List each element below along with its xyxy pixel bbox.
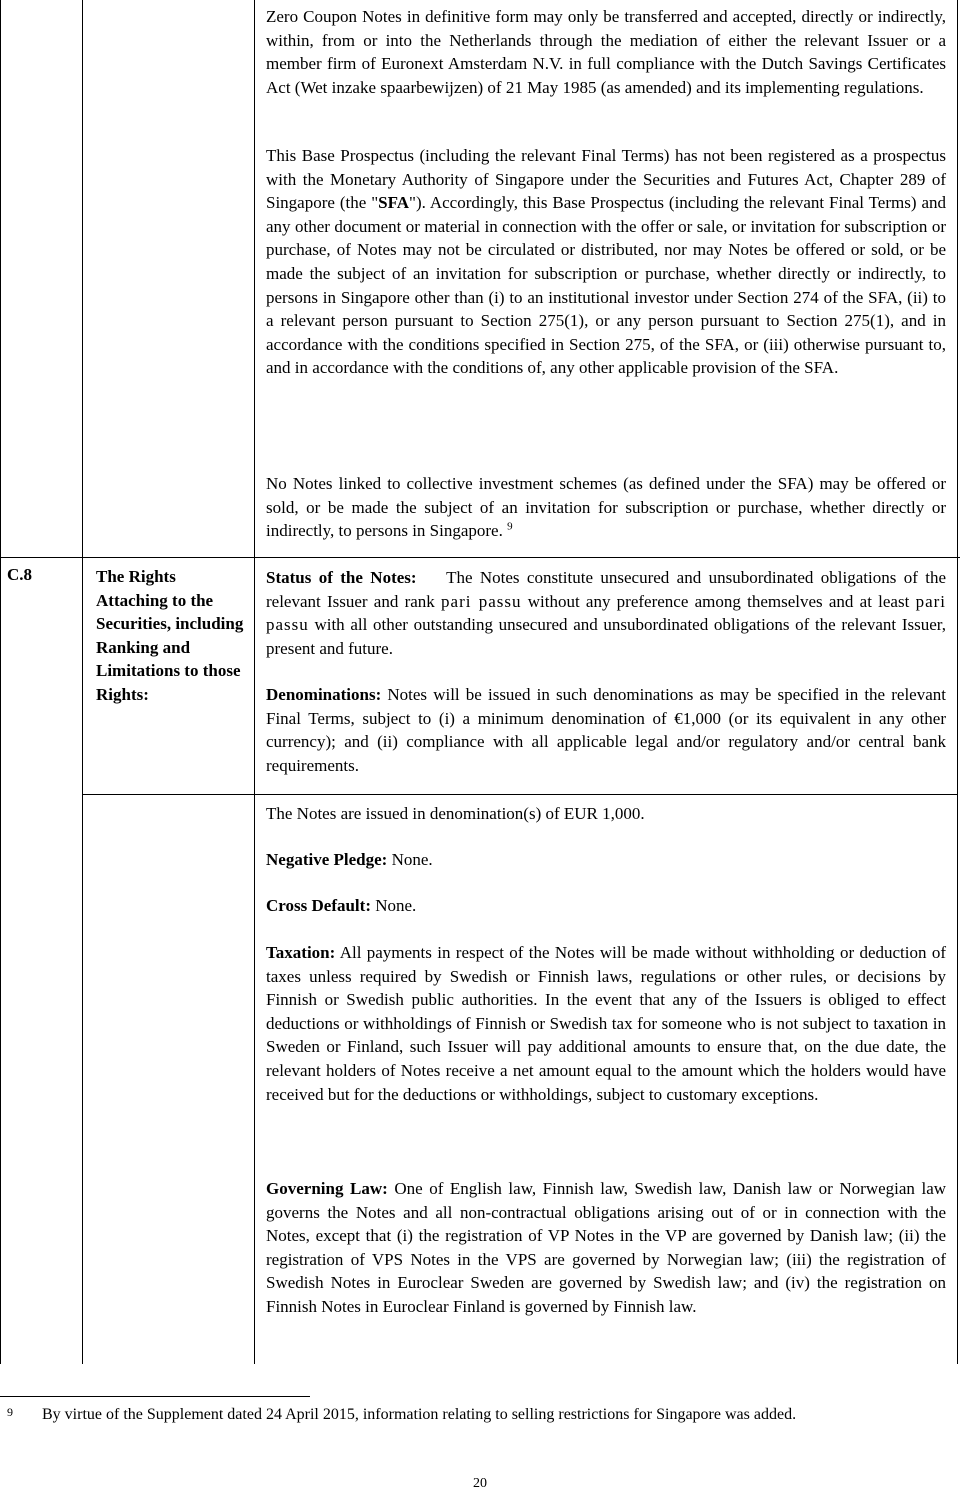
table-border-left — [0, 0, 1, 1364]
taxation-block — [266, 941, 946, 1106]
section-title: The Rights Attaching to the Securities, including Ranking and Limitations to those Rights: — [96, 567, 244, 704]
section-number: C.8 — [7, 565, 33, 584]
status-paragraph: Status of the Notes: The Notes constitute unsecured and unsubordinated obligations of the relevant Issuer and rank pari passu without any preference among themselves and at least pari passu with all other outstanding unsecured and unsubordinated obligations of the relevant Issuer, present and future. — [266, 568, 947, 658]
table-divider-title — [254, 0, 255, 1364]
footnote-text: By virtue of the Supplement dated 24 April 2015, information relating to selling restrictions for Singapore was added. — [42, 1406, 797, 1423]
page-number: 20 — [473, 1476, 487, 1491]
status-label: Status of the Notes: — [266, 568, 417, 587]
governing-law-label: Governing Law: — [266, 1179, 388, 1198]
footnote-mark: 9 — [7, 1405, 13, 1419]
singapore-restriction-block — [266, 144, 946, 380]
taxation-label: Taxation: — [266, 943, 336, 962]
collective-schemes-block — [266, 472, 946, 543]
table-border-right — [957, 0, 958, 1364]
governing-law-block — [266, 1177, 946, 1319]
denominations-paragraph: Denominations: Notes will be issued in such denominations as may be specified in the relevant Final Terms, subject to (i) a minimum denomination of €1,000 (or its equivalent in any other currency); and (ii) compliance with all applicable legal and/or regulatory and/or central bank requirements. — [266, 685, 946, 775]
collective-schemes-paragraph: No Notes linked to collective investment schemes (as defined under the SFA) may be offered or sold, or be made the subject of an invitation for subscription or purchase, whether directly or indirectly, to persons in Singapore. $^9$ — [266, 474, 946, 541]
cross-default-paragraph: Cross Default: None. — [266, 896, 417, 915]
negative-pledge-block — [266, 848, 946, 872]
issued-denomination-block — [266, 802, 946, 826]
denominations-block — [266, 683, 946, 777]
table-divider-number — [82, 0, 83, 1364]
cross-default-block — [266, 894, 946, 918]
row-divider — [0, 557, 960, 558]
netherlands-restriction-paragraph: Zero Coupon Notes in definitive form may only be transferred and accepted, directly or indirectly, within, from or into the Netherlands through the mediation of either the relevant Issuer or a member firm of Euronext Amsterdam N.V. in full compliance with the Dutch Savings Certificates Act (Wet inzake spaarbewijzen) of 21 May 1985 (as amended) and its implementing regulations. — [266, 7, 946, 97]
governing-law-paragraph: Governing Law: One of English law, Finnish law, Swedish law, Danish law or Norwegian law governs the Notes and all non-contractual obligations arising out of or in connection with the Notes, except that (i) the registration of VP Notes in the VP are governed by Danish law; (ii) the registration of VPS Notes in the VPS are governed by Norwegian law; (iii) the registration of Swedish Notes in Euroclear Sweden are governed by Swedish law; and (iv) the registration on Finnish Notes in Euroclear Finland is governed by Finnish law. — [266, 1179, 947, 1316]
denominations-label: Denominations: — [266, 685, 382, 704]
footnote-reference: 9 — [507, 520, 513, 533]
status-block — [266, 566, 946, 660]
cross-default-label: Cross Default: — [266, 896, 371, 915]
issued-denomination-text: The Notes are issued in denomination(s) of EUR 1,000. — [266, 804, 645, 823]
negative-pledge-paragraph: Negative Pledge: None. — [266, 850, 433, 869]
singapore-restriction-paragraph: This Base Prospectus (including the relevant Final Terms) has not been registered as a prospectus with the Monetary Authority of Singapore under the Securities and Futures Act, Chapter 289 of Singapore (the "SFA"). Accordingly, this Base Prospectus (including the relevant Final Terms) and any other document or material in connection with the offer or sale, or invitation for subscription or purchase, of Notes may not be circulated or distributed, nor may Notes be offered or sold, or be made the subject of an invitation for subscription or purchase, whether directly or indirectly, to persons in Singapore other than (i) to an institutional investor under Section 274 of the SFA, (ii) to a relevant person pursuant to Section 275(1), or any person pursuant to Section 275(1), and in accordance with the conditions specified in Section 275, of the SFA, or (iii) otherwise pursuant to, and in accordance with the conditions of, any other applicable provision of the SFA. — [266, 146, 946, 378]
prev-section-content — [266, 5, 946, 99]
negative-pledge-label: Negative Pledge: — [266, 850, 388, 869]
taxation-paragraph: Taxation: All payments in respect of the Notes will be made without withholding or deduction of taxes unless required by Swedish or Finnish laws, regulations or other rules, or decisions by Finnish or Swedish public authorities. In the event that any of the Issuers is obliged to effect deductions or withholdings of Finnish or Swedish tax for someone who is not subject to taxation in Sweden or Finland, such Issuer will pay additional amounts to ensure that, on the due date, the relevant holders of Notes receive a net amount equal to the amount which the holders would have received but for the deductions or withholdings, subject to customary exceptions. — [266, 943, 947, 1104]
footnote-separator — [0, 1396, 310, 1397]
row-divider-2 — [82, 794, 957, 795]
